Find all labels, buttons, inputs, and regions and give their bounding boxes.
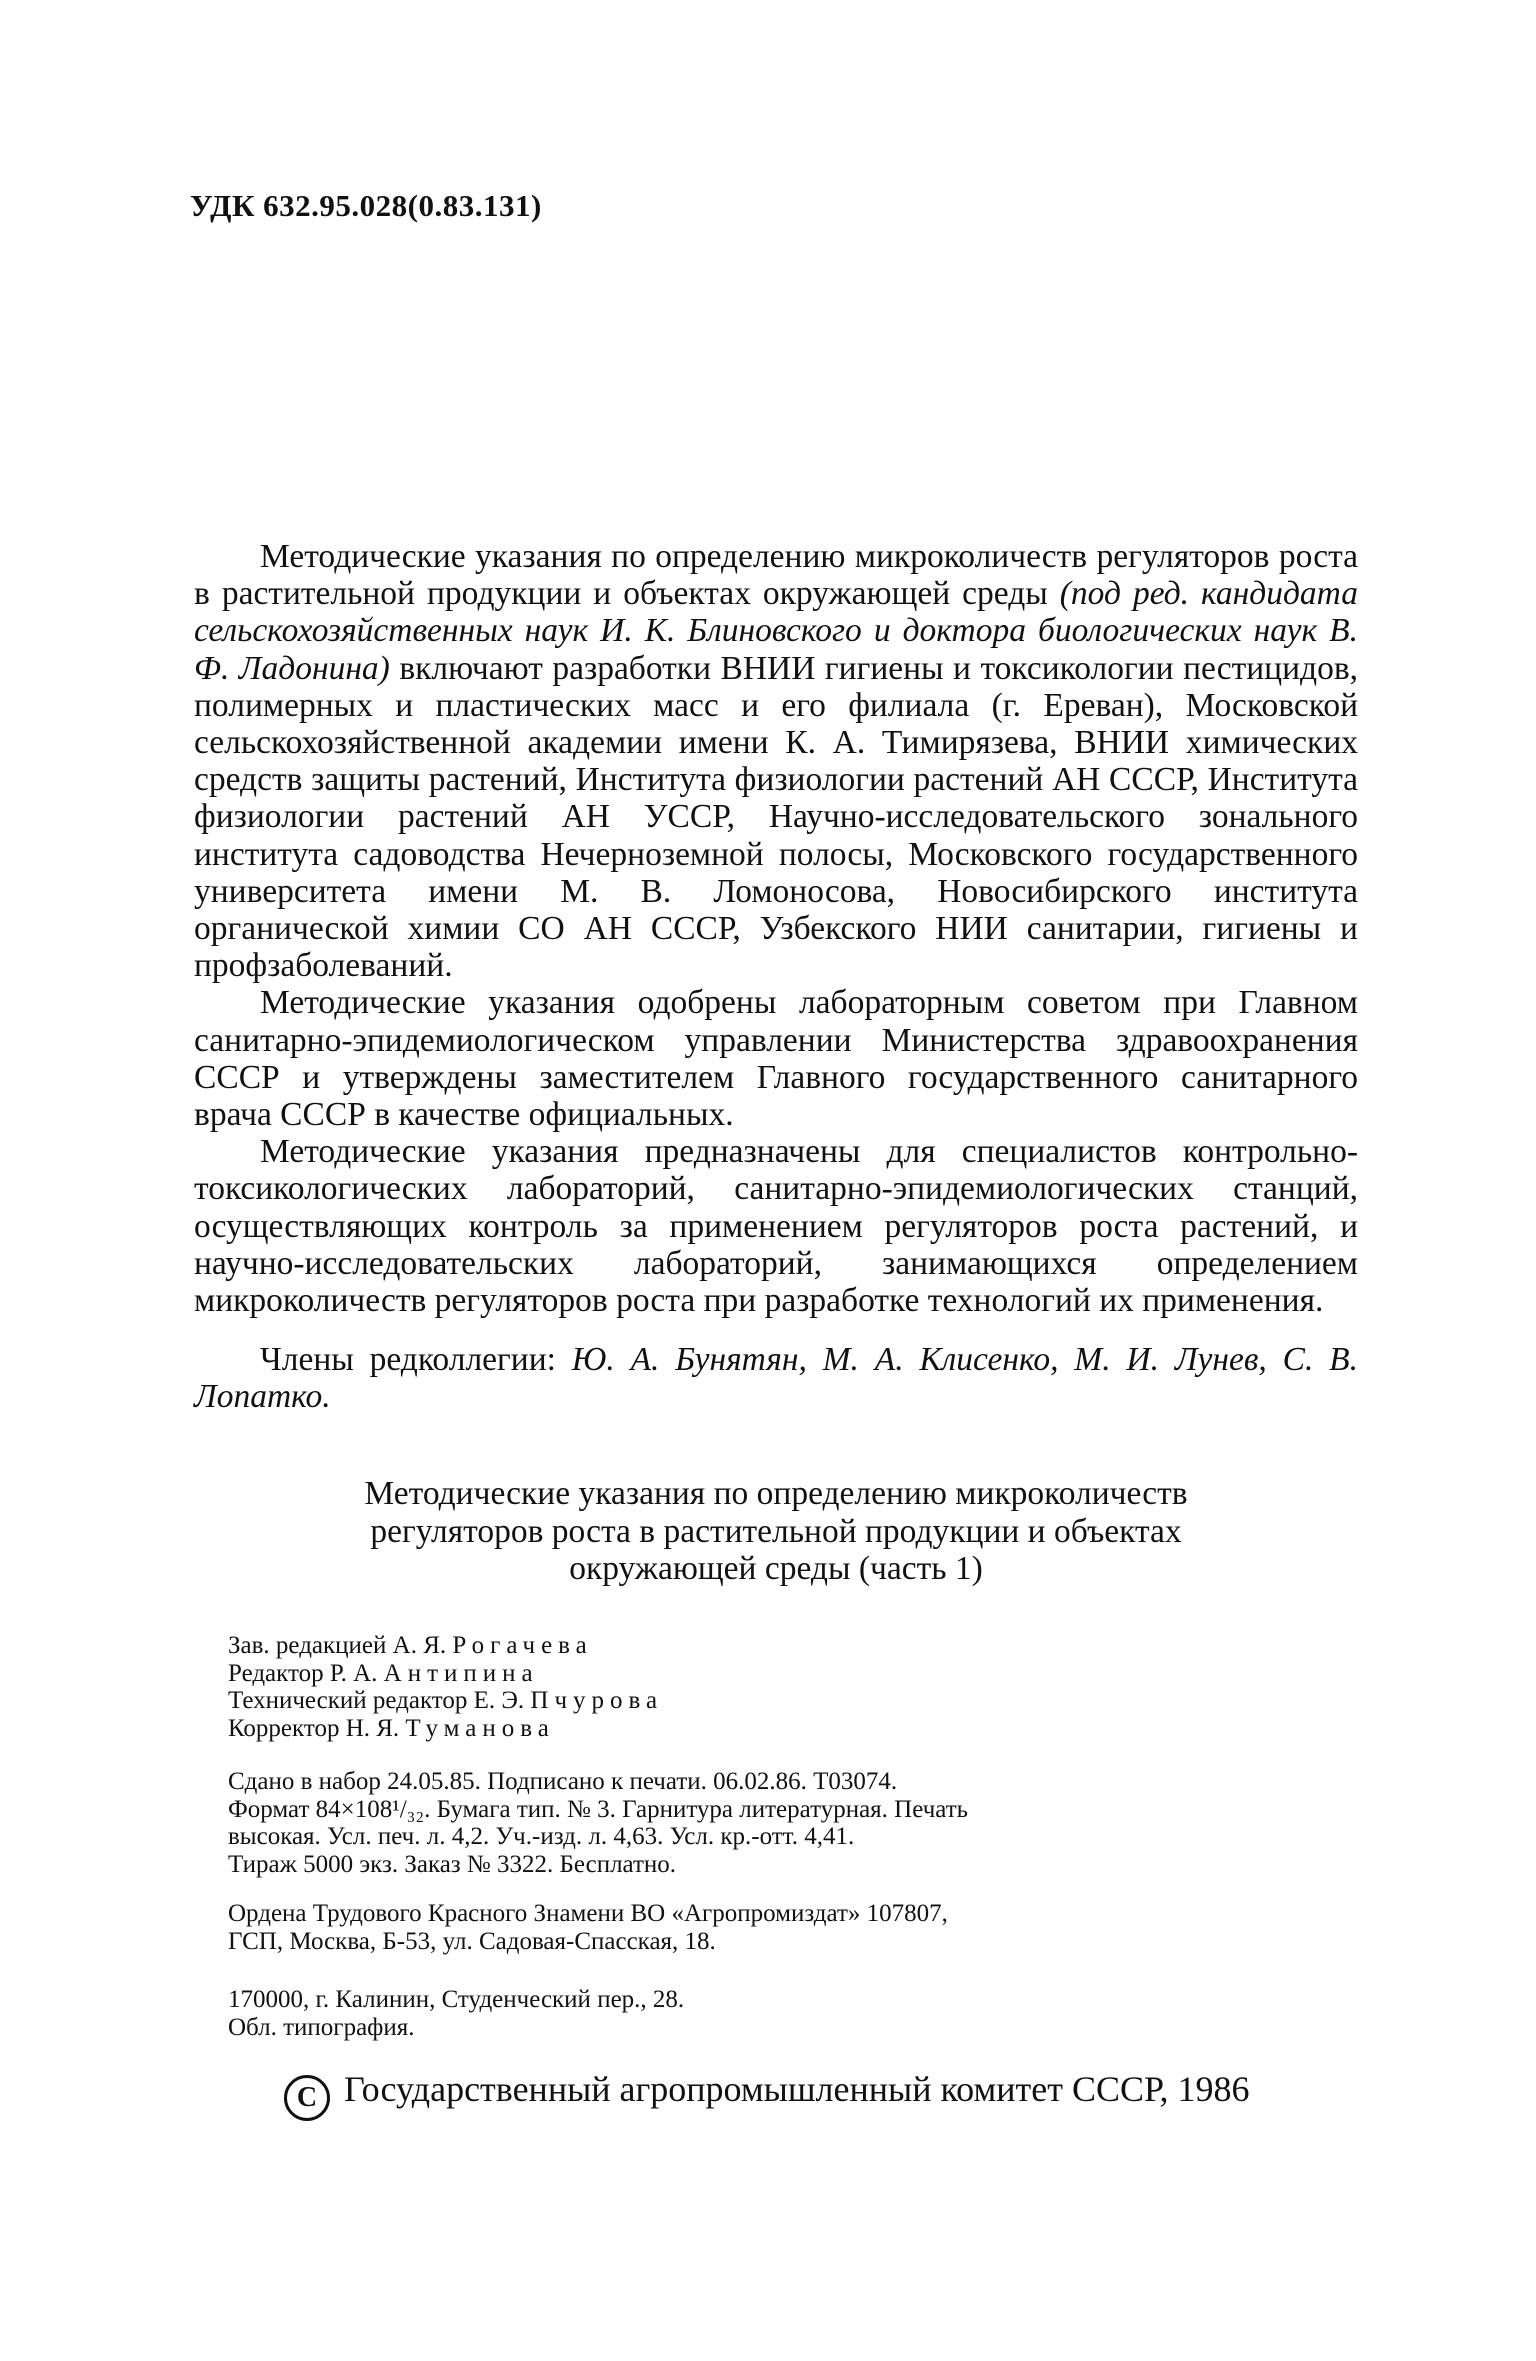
book-title — [194, 1475, 1358, 1588]
credit-role: Зав. редакцией А. Я. — [228, 1632, 453, 1659]
annotation-editors: (под ред. кандидата сельскохозяйственных наук И. К. Блиновского и доктора биологических наук В. Ф. Ладонина) — [194, 575, 1359, 687]
printer-address — [228, 1986, 1358, 2041]
annotation-paragraph-3: Методические указания предназначены для специалистов контрольно-токсикологических лабораторий, санитарно-эпидемиологических станций, осуществляющих контроль за применением регуляторов роста растений, и научно-исследовательских лабораторий, занимающихся определением микроколичеств регуляторов роста при разработке технологий их применения. — [194, 1133, 1358, 1320]
print-specs — [228, 1768, 1358, 1878]
copyright-text: Государственный агропромышленный комитет СССР, 1986 — [344, 2069, 1250, 2109]
credit-role: Корректор Н. Я. — [228, 1714, 406, 1742]
book-title-line: Методические указания по определению микроколичеств — [364, 1475, 1188, 1512]
annotation-block — [194, 538, 1358, 1416]
credit-role: Технический редактор Е. Э. — [228, 1687, 531, 1714]
credit-name: Пчурова — [530, 1687, 664, 1714]
credit-name: Рогачева — [452, 1632, 593, 1659]
printer-line: 170000, г. Калинин, Студенческий пер., 28. — [228, 1986, 685, 2013]
copyright-line — [284, 2068, 1250, 2121]
printer-line: Обл. типография. — [228, 2013, 415, 2041]
print-spec-line: Тираж 5000 экз. Заказ № 3322. Бесплатно. — [228, 1850, 677, 1878]
annotation-paragraph-1 — [194, 538, 1358, 984]
book-title-line: окружающей среды (часть 1) — [569, 1550, 983, 1587]
annotation-paragraph-2: Методические указания одобрены лабораторным советом при Главном санитарно-эпидемиологическом управлении Министерства здравоохранения СССР и утверждены заместителем Главного государственного санитарного врача СССР в качестве официальных. — [194, 984, 1358, 1134]
credit-line — [228, 1660, 1358, 1688]
credit-role: Редактор Р. А. — [228, 1659, 384, 1687]
editorial-board — [194, 1341, 1358, 1415]
publisher-line: Ордена Трудового Красного Знамени ВО «Агропромиздат» 107807, — [228, 1900, 948, 1927]
credit-line — [228, 1687, 1358, 1715]
annotation-p1-end: включают разработки ВНИИ гигиены и токсикологии пестицидов, полимерных и пластических масс и его филиала (г. Ереван), Московской сельскохозяйственной академии имени К. А. Тимирязева, ВНИИ химических средств защиты растений, Института физиологии растений АН СССР, Института физиологии растений АН УССР, Научно-исследовательского зонального института садоводства Нечерноземной полосы, Московского государственного университета имени М. В. Ломоносова, Новосибирского института органической химии СО АН СССР, Узбекского НИИ санитарии, гигиены и профзаболеваний. — [194, 649, 1359, 985]
publisher-address — [228, 1900, 1358, 1955]
editorial-board-label: Члены редколлегии: — [260, 1341, 572, 1379]
book-title-line: регуляторов роста в растительной продукции и объектах — [370, 1512, 1182, 1550]
credit-line — [228, 1715, 1358, 1743]
credits-block — [228, 1632, 1358, 1742]
udk-code: УДК 632.95.028(0.83.131) — [190, 188, 542, 223]
publisher-line: ГСП, Москва, Б-53, ул. Садовая-Спасская, 18. — [228, 1927, 716, 1955]
print-spec-line: Сдано в набор 24.05.85. Подписано к печати. 06.02.86. Т03074. — [228, 1768, 898, 1795]
credit-line — [228, 1632, 1358, 1660]
print-spec-line: Формат 84×108¹/₃₂. Бумага тип. № 3. Гарнитура литературная. Печать — [228, 1795, 969, 1823]
credit-name: Антипина — [383, 1659, 539, 1687]
credit-name: Туманова — [405, 1714, 555, 1742]
editorial-board-names: Ю. А. Бунятян, М. А. Клисенко, М. И. Лунев, С. В. Лопатко. — [194, 1341, 1358, 1416]
annotation-p1-start: Методические указания по определению микроколичеств регуляторов роста в растительной продукции и объектах окружающей среды — [194, 538, 1358, 613]
copyright-icon: C — [284, 2075, 330, 2121]
print-spec-line: высокая. Усл. печ. л. 4,2. Уч.-изд. л. 4,63. Усл. кр.-отт. 4,41. — [228, 1823, 855, 1850]
